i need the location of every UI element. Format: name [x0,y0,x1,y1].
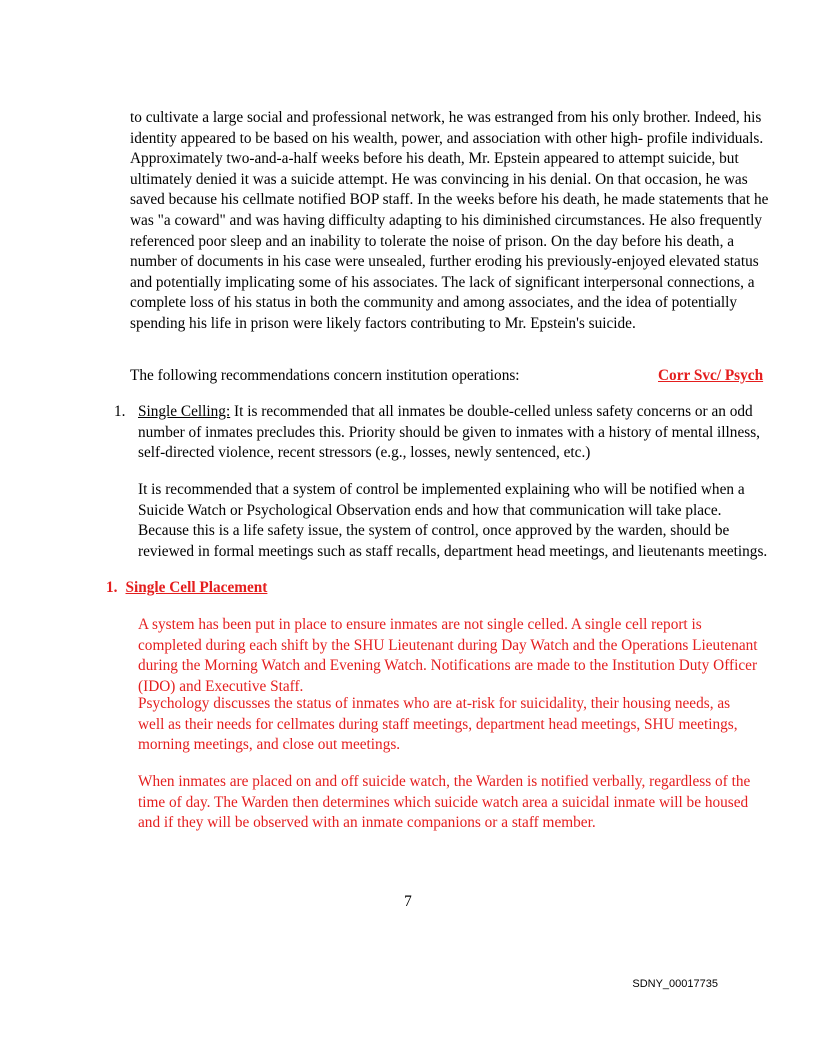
response-heading [106,578,267,599]
responsible-party-label: Corr Svc/ Psych [658,367,764,384]
response-number: 1. [106,579,118,596]
recommendation-heading: Single Celling: [138,403,231,420]
response-paragraph-3: When inmates are placed on and off suicide watch, the Warden is notified verbally, regardless of the time of day. The Warden then determines which suicide watch area a suicidal inmate will be housed and if they will be observed with an inmate companions or a staff member. [138,773,751,832]
response-paragraph-2: Psychology discusses the status of inmates who are at-risk for suicidality, their housing needs, as well as their needs for cellmates during staff meetings, department head meetings, SHU meetings, morning meetings, and close out meetings. [138,695,738,754]
recommendations-intro: The following recommendations concern institution operations: [130,367,520,384]
recommendation-item [138,402,768,464]
response-paragraph-1: A system has been put in place to ensure inmates are not single celled. A single cell report is completed during each shift by the SHU Lieutenant during Day Watch and the Operations Lieutenant during the Morning Watch and Evening Watch. Notifications are made to the Institution Duty Officer (IDO) and Executive Staff. [138,616,758,695]
recommendation-text: It is recommended that all inmates be double-celled unless safety concerns or an odd number of inmates precludes this. Priority should be given to inmates with a history of mental illness, self-directed violence, recent stressors (e.g., losses, newly sentenced, etc.) [138,403,760,462]
body-paragraph: to cultivate a large social and professional network, he was estranged from his only brother. Indeed, his identity appeared to be based on his wealth, power, and association with other high- profile individuals. Approximately two-and-a-half weeks before his death, Mr. Epstein appeared to attempt suicide, but ultimately denied it was a suicide attempt. He was convincing in his denial. On that occasion, he was saved because his cellmate notified BOP staff. In the weeks before his death, he made statements that he was "a coward" and was having difficulty adapting to his diminished circumstances. He also frequently referenced poor sleep and an inability to tolerate the noise of prison. On the day before his death, a number of documents in his case were unsealed, further eroding his previously-enjoyed elevated status and potentially implicating some of his associates. The lack of significant interpersonal connections, a complete loss of his status in both the community and among associates, and the idea of potentially spending his life in prison were likely factors contributing to Mr. Epstein's suicide. [130,109,769,332]
control-system-paragraph: It is recommended that a system of control be implemented explaining who will be notified when a Suicide Watch or Psychological Observation ends and how that communication will take place. Because this is a life safety issue, the system of control, once approved by the warden, should be reviewed in formal meetings such as staff recalls, department head meetings, and lieutenants meetings. [138,481,768,560]
bates-number: SDNY_00017735 [632,978,718,990]
response-heading-title: Single Cell Placement [125,579,268,596]
page-number: 7 [404,893,412,910]
recommendation-number: 1. [114,403,126,420]
